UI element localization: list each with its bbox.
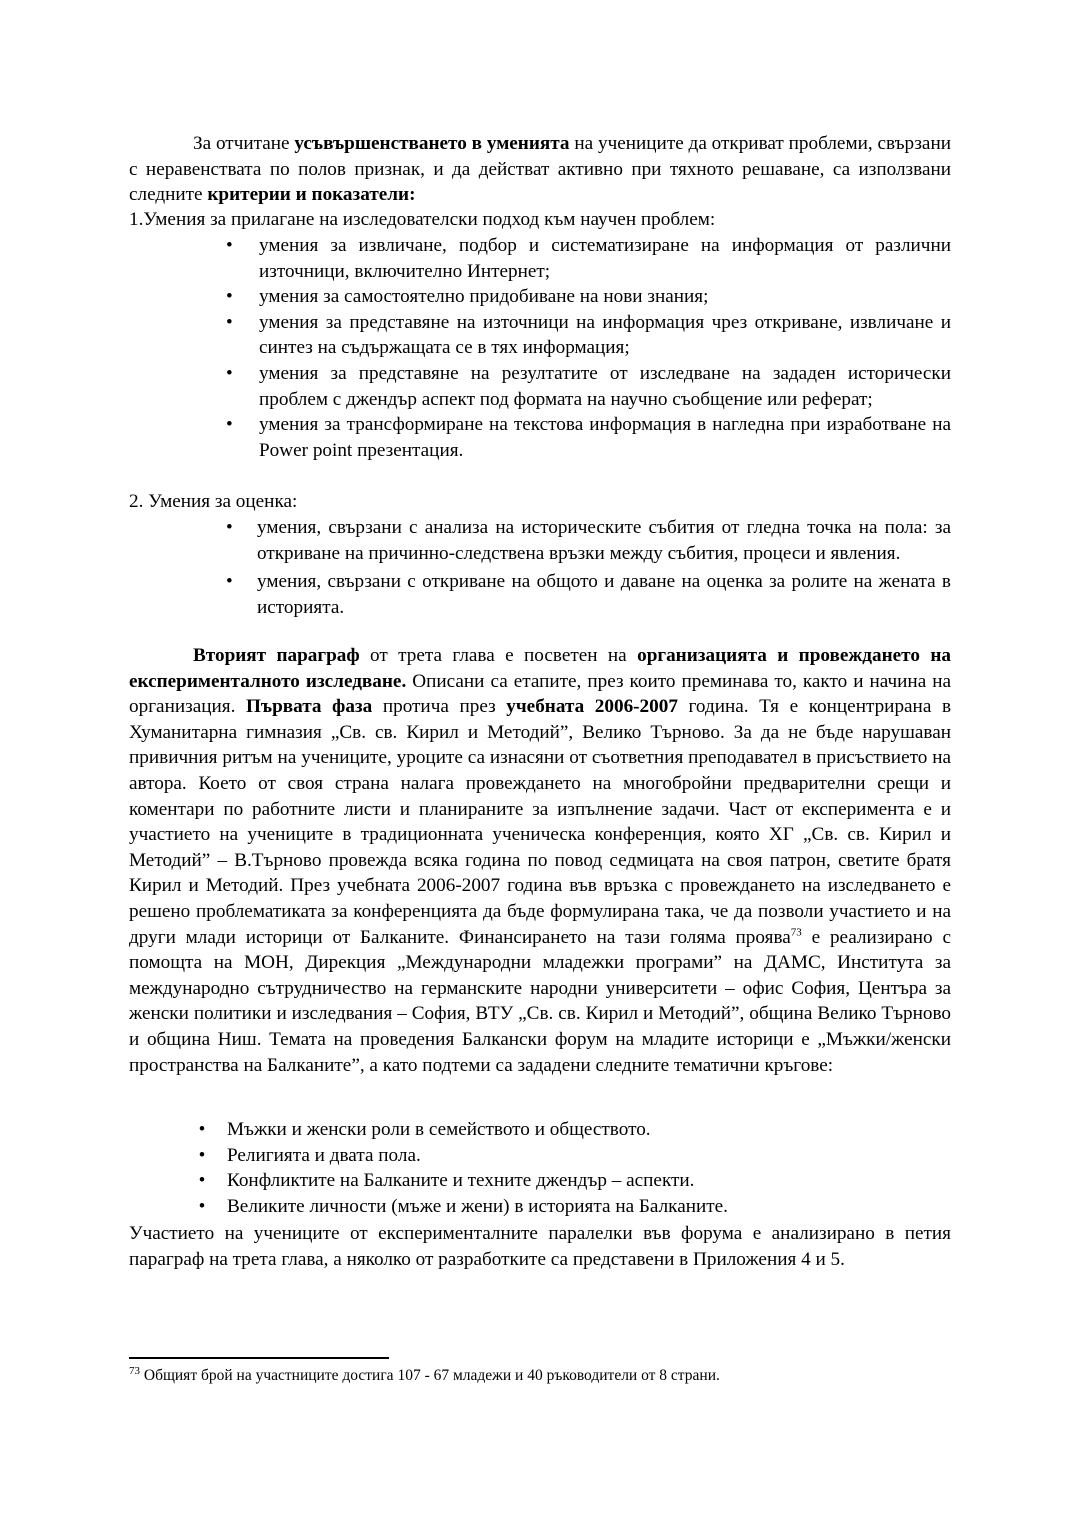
list-item [226,310,951,361]
para2-bold-4: учебната 2006-2007 [506,696,678,718]
list-item [226,569,951,620]
para2-bold-3: Първата фаза [245,696,373,718]
para2-text-4: година. Тя е концентрирана в Хуманитарна гимназия „Св. св. Кирил и Методий”, Велико Търново. За да не бъде нарушаван привичния ритъм на учениците, уроците са изнасяни от съответния преподавател в присъствието на автора. Което от своя страна налага провеждането на многобройни предварителни срещи и коментари по работните листи и планираните за изпълнение задачи. Част от експеримента е и участието на учениците в традиционната ученическа конференция, която ХГ „Св. св. Кирил и Методий” – В.Търново провежда всяка година по повод седмицата на своя патрон, светите братя Кирил и Методий. През учебната 2006-2007 година във връзка с провеждането на изследването е решено проблематиката за конференцията да бъде формулирана така, че да позволи участието и на други млади историци от Балканите. Финансирането на тази голяма проява [129,696,952,948]
intro-bold-1: усъвършенстването в уменията [294,133,570,154]
footnote-separator [129,1357,389,1359]
topic-text: Мъжки и женски роли в семейството и обществото. [227,1119,651,1140]
para2-text-2: Описани са етапите, през които преминава то, както и начина на организация. [129,670,951,718]
topic-text: Конфликтите на Балканите и техните джендър – аспекти. [227,1170,695,1192]
list-item-text: умения, свързани с откриване на общото и даване на оценка за ролите на жената в историята. [257,571,951,618]
para2-text-1: от трета глава е посветен на [359,645,638,666]
list-item [226,515,951,566]
list-item [198,1194,951,1220]
topics-list [198,1117,951,1219]
list-item [198,1143,951,1169]
topic-text: Великите личности (мъже и жени) в историята на Балканите. [227,1195,728,1217]
section1-heading: 1.Умения за прилагане на изследователски подход към научен проблем: [129,209,716,230]
bullet-icon: • [198,1119,206,1140]
list-item [226,233,951,284]
para2-text-5: е реализирано с помощта на МОН, Дирекция „Международни младежки програми” на ДАМС, Института за международно сътрудничество на германските народни университети – офис София, Центъра за женски политики и изследвания – София, ВТУ „Св. св. Кирил и Методий”, община Велико Търново и община Ниш. Темата на проведения Балкански форум на младите историци е „Мъжки/женски пространства на Балканите”, а като подтеми са зададени следните тематични кръгове: [129,926,951,1076]
list-item-text: умения за представяне на резултатите от изследване на зададен исторически проблем с джендър аспект под формата на научно съобщение или реферат; [259,362,951,410]
closing-paragraph: Участието на учениците от експерименталните паралелки във форума е анализирано в петия параграф на трета глава, а няколко от разработките са представени в Приложения 4 и 5. [129,1223,951,1270]
intro-text-2: на учениците да откриват проблеми, свързани с неравенствата по полов признак, и да действат активно при тяхното решаване, са използвани следните [129,133,951,206]
list-item [226,361,951,412]
footnote [129,1366,951,1386]
organization-paragraph [129,643,951,1078]
list-item-text: умения, свързани с анализа на историческите събития от гледна точка на пола: за откриване на причинно-следствена връзки между събития, процеси и явления. [257,517,951,564]
para2-bold-1: Вторият параграф [193,645,360,666]
para2-bold-2: организацията и провеждането на експерименталното изследване. [129,645,951,692]
list-item-text: умения за представяне на източници на информация чрез откриване, извличане и синтез на съдържащата се в тях информация; [259,311,951,359]
list-item [198,1168,951,1194]
list-item-text: умения за извличане, подбор и систематизиране на информация от различни източници, включително Интернет; [259,235,951,282]
section1-list [226,233,951,463]
bullet-icon: • [226,311,233,333]
bullet-icon: • [226,571,233,593]
bullet-icon: • [226,235,233,256]
intro-bold-2: критерии и показатели: [207,184,416,206]
section2-heading: 2. Умения за оценка: [129,491,298,512]
topic-text: Религията и двата пола. [227,1144,421,1166]
bullet-icon: • [226,286,233,308]
footnote-number: 73 [129,1364,140,1377]
bullet-icon: • [226,362,233,384]
footnote-text: Общият брой на участниците достига 107 - 67 младежи и 40 ръководители от 8 страни. [140,1367,720,1384]
bullet-icon: • [198,1170,206,1192]
list-item [226,412,951,463]
list-item-text: умения за трансформиране на текстова информация в нагледна при изработване на Power point презентация. [259,414,951,461]
para2-text-3: протича през [372,696,507,718]
intro-text-1: За отчитане [193,133,295,154]
bullet-icon: • [226,517,233,538]
list-item [198,1117,951,1143]
list-item-text: умения за самостоятелно придобиване на нови знания; [259,286,709,308]
footnote-reference[interactable]: 73 [790,926,802,939]
bullet-icon: • [198,1195,206,1217]
intro-paragraph [129,131,951,208]
list-item [226,284,951,310]
bullet-icon: • [198,1144,206,1166]
bullet-icon: • [226,414,233,436]
section2-list [226,515,951,620]
